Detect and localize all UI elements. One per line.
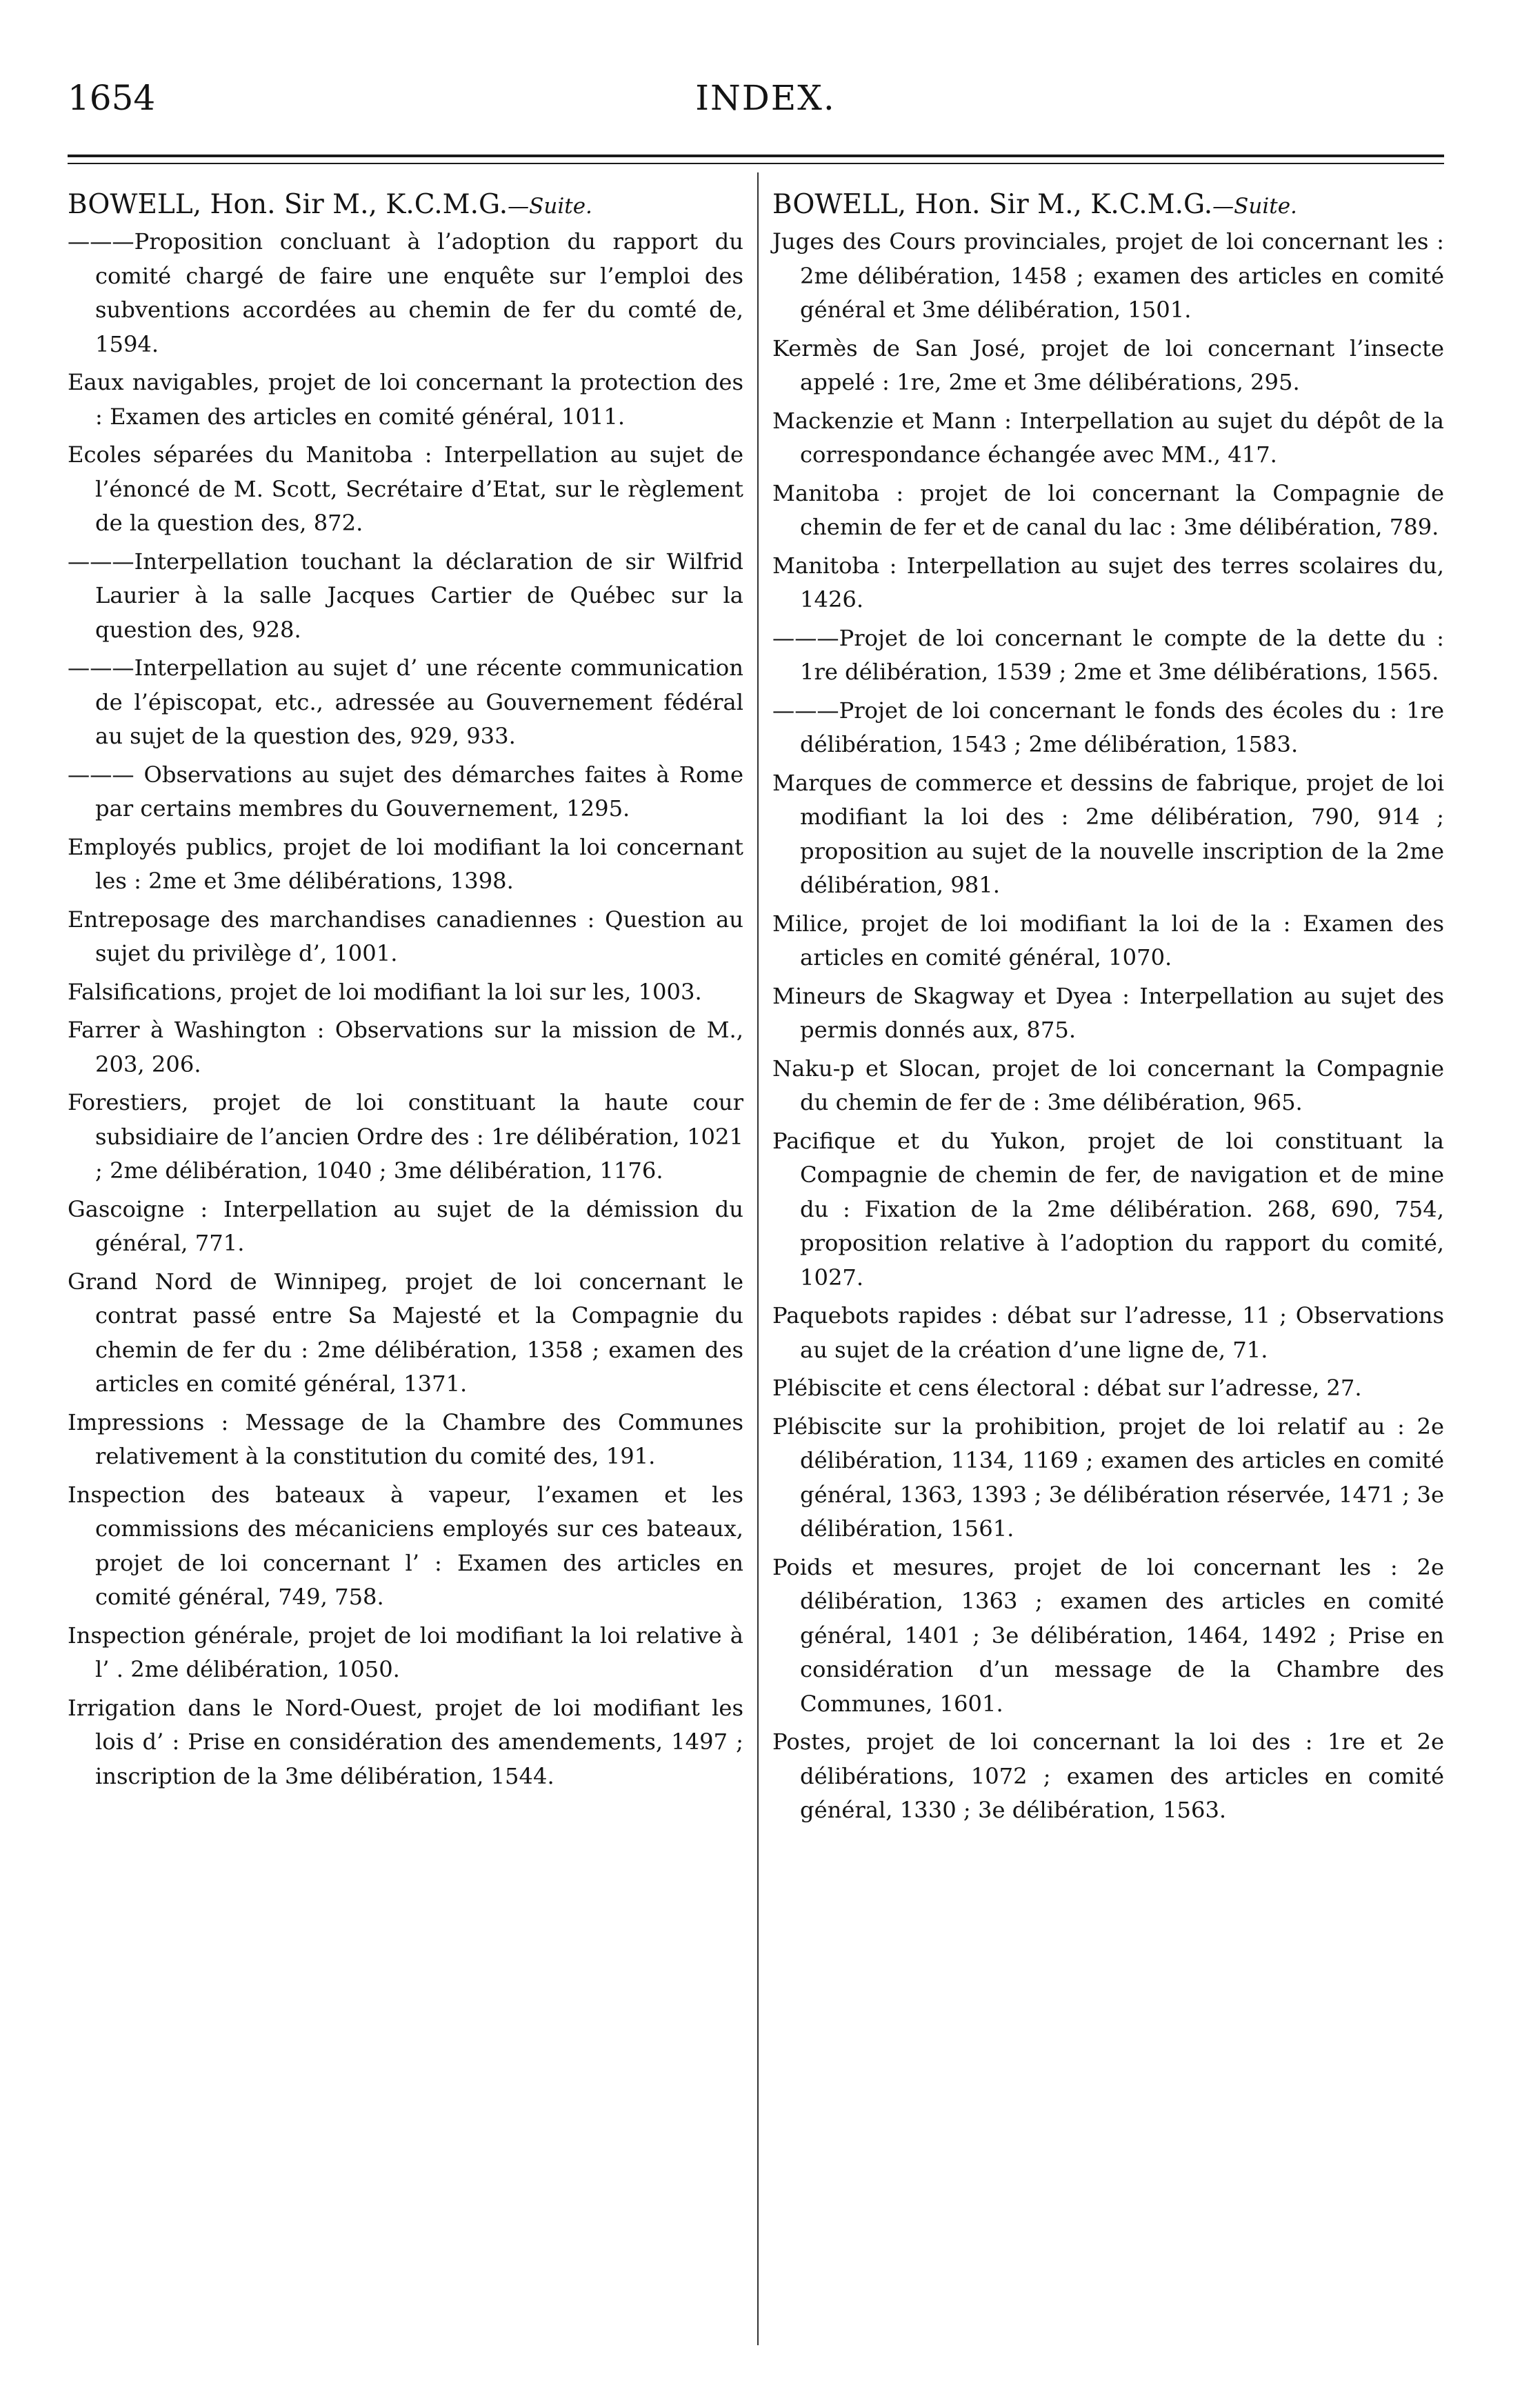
index-entry: ———Interpellation au sujet d’ une récente communication de l’épiscopat, etc., adressée au Gouvernement fédéral au sujet de la question des, 929, 933. bbox=[68, 655, 743, 749]
right-heading-suffix: —Suite. bbox=[1212, 194, 1297, 219]
index-entry: ———Proposition concluant à l’adoption du rapport du comité chargé de faire une enquête sur l’emploi des subventions accordées au chemin de fer du comté de, 1594. bbox=[68, 228, 743, 357]
index-entry: Entreposage des marchandises canadiennes : Question au sujet du privilège d’, 1001. bbox=[68, 906, 743, 966]
index-entry: ——— Observations au sujet des démarches faites à Rome par certains membres du Gouvernement, 1295. bbox=[68, 761, 743, 822]
index-entry: Naku-p et Slocan, projet de loi concernant la Compagnie du chemin de fer de : 3me délibération, 965. bbox=[772, 1055, 1444, 1115]
index-entry: Manitoba : projet de loi concernant la Compagnie de chemin de fer et de canal du lac : 3me délibération, 789. bbox=[772, 479, 1444, 540]
index-entry: Ecoles séparées du Manitoba : Interpellation au sujet de l’énoncé de M. Scott, Secrétaire d’Etat, sur le règlement de la question des, 872. bbox=[68, 441, 743, 536]
header-rule-thin bbox=[68, 163, 1444, 164]
index-entry: Mackenzie et Mann : Interpellation au sujet du dépôt de la correspondance échangée avec MM., 417. bbox=[772, 407, 1444, 468]
index-entry: ———Projet de loi concernant le compte de la dette du : 1re délibération, 1539 ; 2me et 3me délibérations, 1565. bbox=[772, 624, 1444, 685]
index-entry: Marques de commerce et dessins de fabrique, projet de loi modifiant la loi des : 2me délibération, 790, 914 ; proposition au sujet de la nouvelle inscription de la 2me délibération, 981. bbox=[772, 769, 1444, 898]
right-column bbox=[772, 188, 1444, 1832]
index-entry: Juges des Cours provinciales, projet de loi concernant les : 2me délibération, 1458 ; examen des articles en comité général et 3me délibération, 1501. bbox=[772, 228, 1444, 323]
index-entry: Poids et mesures, projet de loi concernant les : 2e délibération, 1363 ; examen des articles en comité général, 1401 ; 3e délibération, 1464, 1492 ; Prise en considération d’un message de la Chambre des Communes, 1601. bbox=[772, 1553, 1444, 1717]
index-entry: Gascoigne : Interpellation au sujet de la démission du général, 771. bbox=[68, 1195, 743, 1256]
running-title: INDEX. bbox=[695, 78, 836, 118]
index-entry: Irrigation dans le Nord-Ouest, projet de loi modifiant les lois d’ : Prise en considération des amendements, 1497 ; inscription de la 3me délibération, 1544. bbox=[68, 1694, 743, 1789]
index-entry: Milice, projet de loi modifiant la loi de la : Examen des articles en comité général, 1070. bbox=[772, 910, 1444, 971]
index-entry: Mineurs de Skagway et Dyea : Interpellation au sujet des permis donnés aux, 875. bbox=[772, 982, 1444, 1043]
left-column-heading bbox=[68, 188, 743, 223]
index-entry: Inspection générale, projet de loi modifiant la loi relative à l’ . 2me délibération, 1050. bbox=[68, 1622, 743, 1682]
index-entry: Impressions : Message de la Chambre des Communes relativement à la constitution du comité des, 191. bbox=[68, 1409, 743, 1469]
left-heading-text: BOWELL, Hon. Sir M., K.C.M.G. bbox=[68, 189, 508, 220]
index-entry: ———Projet de loi concernant le fonds des écoles du : 1re délibération, 1543 ; 2me délibération, 1583. bbox=[772, 697, 1444, 757]
right-heading-text: BOWELL, Hon. Sir M., K.C.M.G. bbox=[772, 189, 1213, 220]
index-entry: Grand Nord de Winnipeg, projet de loi concernant le contrat passé entre Sa Majesté et la Compagnie du chemin de fer du : 2me délibération, 1358 ; examen des articles en comité général, 1371. bbox=[68, 1268, 743, 1397]
index-entry: Employés publics, projet de loi modifiant la loi concernant les : 2me et 3me délibérations, 1398. bbox=[68, 833, 743, 894]
index-entry: Postes, projet de loi concernant la loi des : 1re et 2e délibérations, 1072 ; examen des articles en comité général, 1330 ; 3e délibération, 1563. bbox=[772, 1729, 1444, 1823]
right-column-heading bbox=[772, 188, 1444, 223]
page-header bbox=[0, 77, 1531, 132]
index-entry: Forestiers, projet de loi constituant la haute cour subsidiaire de l’ancien Ordre des : 1re délibération, 1021 ; 2me délibération, 1040 ; 3me délibération, 1176. bbox=[68, 1089, 743, 1184]
index-entry: Plébiscite et cens électoral : débat sur l’adresse, 27. bbox=[772, 1375, 1362, 1401]
index-entry: Falsifications, projet de loi modifiant la loi sur les, 1003. bbox=[68, 978, 702, 1005]
index-entry: Paquebots rapides : débat sur l’adresse, 11 ; Observations au sujet de la création d’une ligne de, 71. bbox=[772, 1302, 1444, 1363]
index-entry: Plébiscite sur la prohibition, projet de loi relatif au : 2e délibération, 1134, 1169 ; examen des articles en comité général, 1363, 1393 ; 3e délibération réservée, 1471 ; 3e délibération, 1561. bbox=[772, 1413, 1444, 1542]
index-entry: Farrer à Washington : Observations sur la mission de M., 203, 206. bbox=[68, 1017, 743, 1077]
index-entry: Inspection des bateaux à vapeur, l’examen et les commissions des mécaniciens employés sur ces bateaux, projet de loi concernant l’ : Examen des articles en comité général, 749, 758. bbox=[68, 1481, 743, 1610]
index-entry: Kermès de San José, projet de loi concernant l’insecte appelé : 1re, 2me et 3me délibérations, 295. bbox=[772, 335, 1444, 395]
index-entry: Eaux navigables, projet de loi concernant la protection des : Examen des articles en comité général, 1011. bbox=[68, 369, 743, 430]
right-entries bbox=[772, 225, 1444, 1828]
index-entry: Manitoba : Interpellation au sujet des terres scolaires du, 1426. bbox=[772, 552, 1444, 613]
left-heading-suffix: —Suite. bbox=[508, 194, 592, 219]
column-divider bbox=[757, 172, 759, 2345]
header-rule-thick bbox=[68, 155, 1444, 157]
left-entries bbox=[68, 225, 743, 1793]
page-number: 1654 bbox=[68, 78, 156, 118]
left-column bbox=[68, 188, 743, 1798]
index-entry: Pacifique et du Yukon, projet de loi constituant la Compagnie de chemin de fer, de navigation et de mine du : Fixation de la 2me délibération. 268, 690, 754, proposition relative à l’adoption du rapport du comité, 1027. bbox=[772, 1127, 1444, 1291]
index-entry: ———Interpellation touchant la déclaration de sir Wilfrid Laurier à la salle Jacques Cartier de Québec sur la question des, 928. bbox=[68, 548, 743, 643]
